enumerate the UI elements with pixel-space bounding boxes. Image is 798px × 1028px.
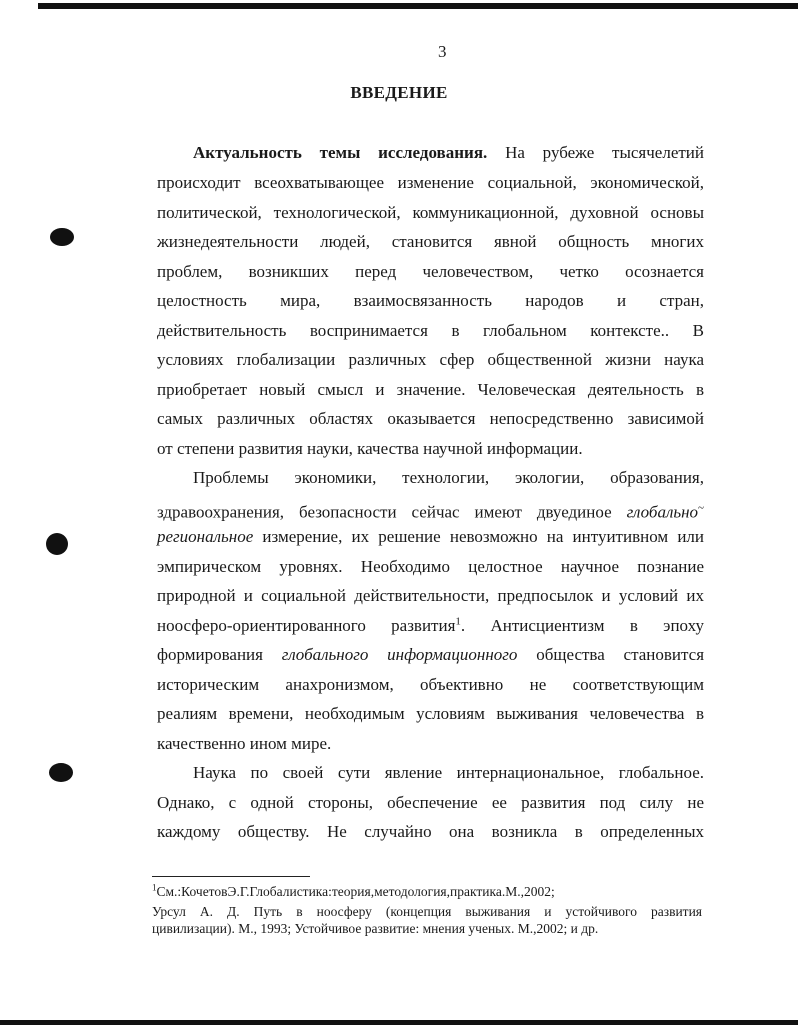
footnote-ref: 1: [455, 615, 461, 628]
paragraph-line: политической, технологической, коммуникационной, духовной основы: [157, 203, 704, 222]
paragraph-line: приобретает новый смысл и значение. Человеческая деятельность в: [157, 380, 704, 399]
paragraph-1-line-1: [193, 143, 704, 163]
section-heading: Актуальность темы исследования.: [193, 143, 488, 162]
paragraph-line: каждому обществу. Не случайно она возникла в определенных: [157, 822, 704, 841]
paragraph-line: [157, 498, 704, 523]
paragraph-line: происходит всеохватывающее изменение социальной, экономической,: [157, 173, 704, 192]
text-run: формирования: [157, 645, 263, 664]
text-run: См.:КочетовЭ.Г.Глобалистика:теория,методология,практика.М.,2002;: [156, 884, 555, 899]
paragraph-line: Однако, с одной стороны, обеспечение ее развития под силу не: [157, 793, 704, 812]
paragraph-line: природной и социальной действительности, предпосылок и условий их: [157, 586, 704, 605]
paragraph-line: [157, 645, 704, 665]
paragraph-line: условиях глобализации различных сфер общественной жизни наука: [157, 350, 704, 369]
paragraph-line: Проблемы экономики, технологии, экологии, образования,: [193, 468, 704, 487]
scan-border-top: [38, 3, 798, 9]
page-number: 3: [438, 42, 447, 61]
footnote-line: Урсул А. Д. Путь в ноосферу (концепция выживания и устойчивого развития: [152, 904, 702, 919]
footnote-line: цивилизации). М., 1993; Устойчивое развитие: мнения ученых. М.,2002; и др.: [152, 921, 599, 936]
paragraph-line: жизнедеятельности людей, становится явной общность многих: [157, 232, 704, 251]
paragraph-line: качественно ином мире.: [157, 734, 332, 753]
paragraph-line: Наука по своей сути явление интернациональное, глобальное.: [193, 763, 704, 782]
paragraph-line: [157, 527, 704, 547]
footnote-divider: [152, 876, 310, 877]
paragraph-line: эмпирическом уровнях. Необходимо целостное научное познание: [157, 557, 704, 576]
text-run: измерение, их решение невозможно на интуитивном или: [262, 527, 704, 546]
scan-border-bottom: [0, 1020, 798, 1025]
paragraph-line: самых различных областях оказывается непосредственно зависимой: [157, 409, 704, 428]
text-run: На рубеже тысячелетий: [505, 143, 704, 162]
text-run: общества становится: [536, 645, 705, 664]
italic-run: региональное: [157, 527, 254, 546]
punch-hole-2: [46, 533, 68, 555]
scan-tilde: ~: [698, 502, 704, 514]
punch-hole-3: [49, 763, 73, 782]
text-run: . Антисциентизм в эпоху: [460, 616, 704, 635]
paragraph-line: реалиям времени, необходимым условиям выживания человечества в: [157, 704, 704, 723]
text-run: ноосферо-ориентированного развития: [157, 616, 456, 635]
text-run: здравоохранения, безопасности сейчас имеют двуединое: [157, 502, 612, 522]
footnote-line: [152, 884, 702, 900]
italic-run: глобального информационного: [281, 645, 518, 664]
paragraph-line: от степени развития науки, качества научной информации.: [157, 439, 583, 458]
italic-run: глобально: [626, 502, 699, 522]
paragraph-line: проблем, возникших перед человечеством, четко осознается: [157, 262, 704, 281]
paragraph-line: действительность воспринимается в глобальном контексте.. В: [157, 321, 704, 340]
paragraph-line: целостность мира, взаимосвязанность народов и стран,: [157, 291, 704, 310]
paragraph-line: историческим анахронизмом, объективно не соответствующим: [157, 675, 704, 694]
page-title: ВВЕДЕНИЕ: [350, 83, 448, 102]
paragraph-line: [157, 616, 704, 636]
punch-hole-1: [50, 228, 74, 246]
footnote-marker: 1: [152, 882, 157, 893]
